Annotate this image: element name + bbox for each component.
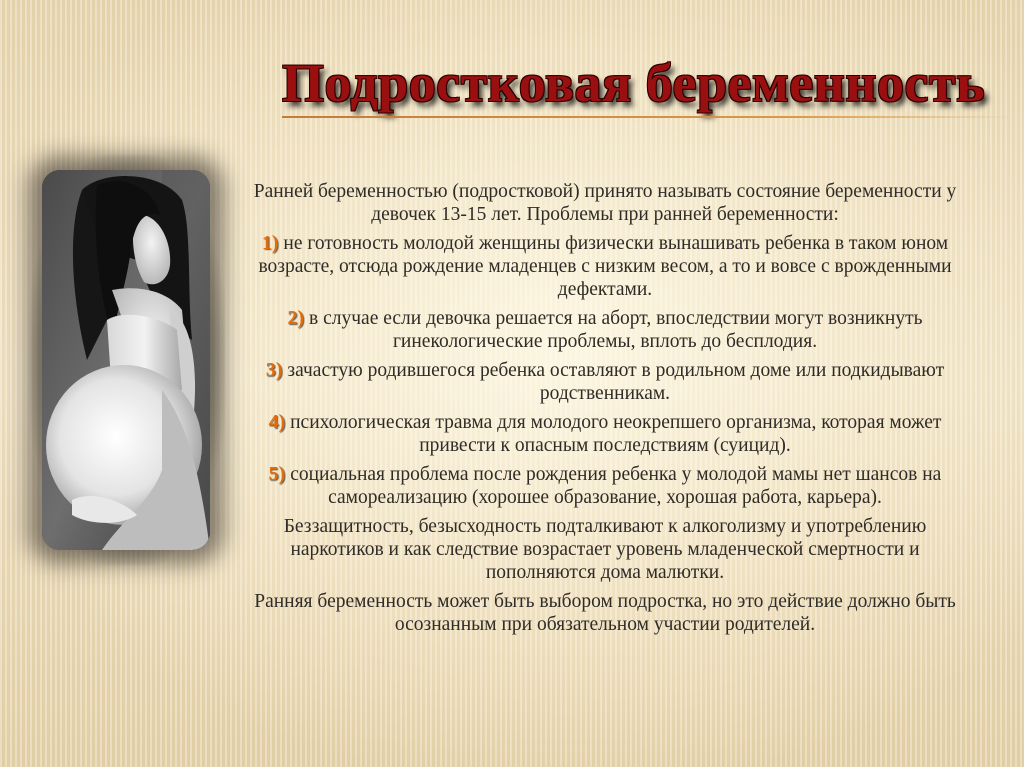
problem-number: 2)	[287, 307, 305, 329]
title-underline	[282, 116, 1014, 118]
slide-body	[250, 180, 960, 642]
problem-item-3	[250, 359, 960, 405]
problem-number: 3)	[265, 359, 283, 381]
problem-item-2	[250, 307, 960, 353]
problem-item-5	[250, 463, 960, 509]
problem-item-1	[250, 232, 960, 301]
problem-text: психологическая травма для молодого неокрепшего организма, которая может привести к опасным последствиям (суицид).	[290, 412, 942, 456]
conclusion-paragraph-2: Ранняя беременность может быть выбором подростка, но это действие должно быть осознанным при обязательном участии родителей.	[254, 591, 956, 635]
problem-number: 1)	[261, 232, 279, 254]
intro-paragraph: Ранней беременностью (подростковой) принято называть состояние беременности у девочек 13-15 лет. Проблемы при ранней беременности:	[253, 181, 957, 225]
problem-text: зачастую родившегося ребенка оставляют в родильном доме или подкидывают родственникам.	[287, 360, 945, 404]
problem-item-4	[250, 411, 960, 457]
problem-text: в случае если девочка решается на аборт, впоследствии могут возникнуть гинекологические проблемы, вплоть до бесплодия.	[309, 308, 923, 352]
problem-text: не готовность молодой женщины физически вынашивать ребенка в таком юном возрасте, отсюда рождение младенцев с низким весом, а то и вовсе с врожденными дефектами.	[258, 233, 952, 300]
conclusion-paragraph-1: Беззащитность, безысходность подталкивают к алкоголизму и употреблению наркотиков и как следствие возрастает уровень младенческой смертности и пополняются дома малютки.	[283, 516, 927, 583]
problem-text: социальная проблема после рождения ребенка у молодой мамы нет шансов на самореализацию (хорошее образование, хорошая работа, карьера).	[290, 464, 942, 508]
problem-number: 4)	[268, 411, 286, 433]
pregnant-woman-photo	[42, 170, 210, 550]
slide-title: Подростковая беременность	[282, 53, 986, 113]
problem-number: 5)	[268, 463, 286, 485]
